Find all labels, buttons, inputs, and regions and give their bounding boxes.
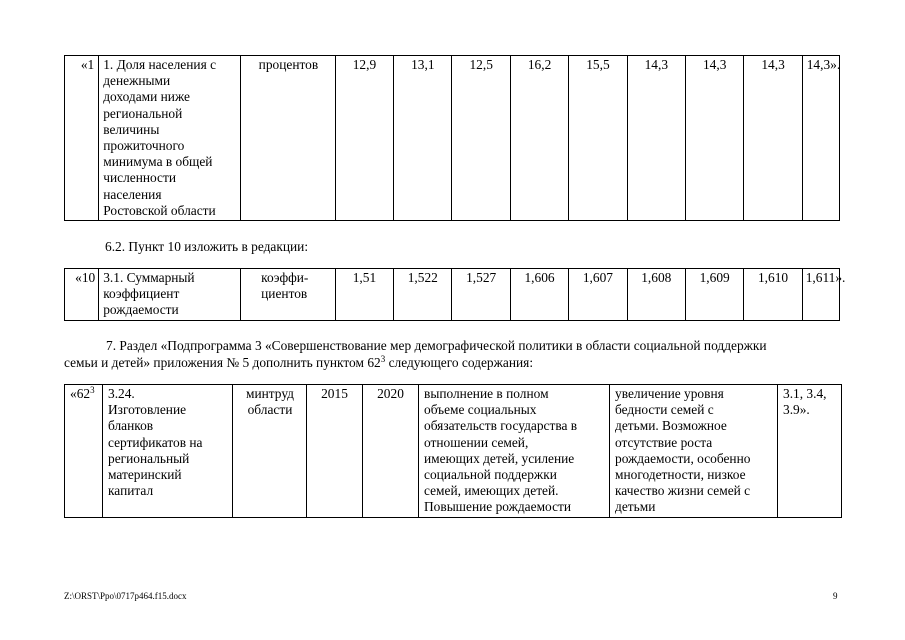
- indicator-unit: процентов: [241, 56, 336, 221]
- indicator-table-1: [64, 55, 840, 221]
- value-cell: 1,611».: [802, 269, 839, 321]
- consequences: увеличение уровня бедности семей с детьми. Возможное отсутствие роста рождаемости, особенно многодетности, низкое качество жизни семей с детьми: [610, 385, 778, 518]
- value-cell: 1,606: [510, 269, 568, 321]
- year-start: 2015: [307, 385, 363, 518]
- table-row: [65, 56, 840, 221]
- value-cell: 1,607: [569, 269, 627, 321]
- row-mark: «10: [65, 269, 99, 321]
- table-row: [65, 269, 840, 321]
- value-cell: 16,2: [510, 56, 568, 221]
- value-cell: 12,9: [335, 56, 393, 221]
- paragraph-6-2: 6.2. Пункт 10 изложить в редакции:: [105, 239, 309, 254]
- value-cell: 1,610: [744, 269, 802, 321]
- table-row: [65, 385, 842, 518]
- paragraph-7-line-2: [64, 354, 533, 371]
- value-cell: 1,51: [335, 269, 393, 321]
- indicator-name: 1. Доля населения с денежными доходами ниже региональной величины прожиточного минимума в общей численности населения Ростовской области: [99, 56, 241, 221]
- paragraph-text: семьи и детей» приложения № 5 дополнить пунктом 62: [64, 355, 381, 370]
- measure-table: [64, 384, 842, 518]
- footer-page-number: 9: [833, 591, 838, 601]
- value-cell: 14,3: [627, 56, 685, 221]
- value-cell: 1,608: [627, 269, 685, 321]
- indicator-name: 3.1. Суммарный коэффициент рождаемости: [99, 269, 241, 321]
- value-cell: 14,3».: [802, 56, 839, 221]
- executor: минтруд области: [233, 385, 307, 518]
- value-cell: 1,527: [452, 269, 510, 321]
- footer-file-path: Z:\ORST\Ppo\0717p464.f15.docx: [64, 591, 187, 601]
- value-cell: 12,5: [452, 56, 510, 221]
- value-cell: 1,522: [394, 269, 452, 321]
- row-mark: [65, 385, 103, 518]
- value-cell: 1,609: [685, 269, 743, 321]
- expected-result: выполнение в полном объеме социальных обязательств государства в отношении семей, имеющих детей, усиление социальной поддержки семей, имеющих детей. Повышение рождаемости: [419, 385, 610, 518]
- row-mark: «1: [65, 56, 99, 221]
- value-cell: 13,1: [394, 56, 452, 221]
- indicator-table-2: [64, 268, 846, 321]
- paragraph-7-line-1: 7. Раздел «Подпрограмма 3 «Совершенствование мер демографической политики в области социальной поддержки: [106, 338, 767, 353]
- year-end: 2020: [363, 385, 419, 518]
- value-cell: 14,3: [685, 56, 743, 221]
- measure-name: 3.24. Изготовление бланков сертификатов на региональный материнский капитал: [103, 385, 233, 518]
- superscript: 3: [90, 385, 95, 395]
- value-cell: 15,5: [569, 56, 627, 221]
- linked-indicators: 3.1, 3.4, 3.9».: [778, 385, 842, 518]
- row-mark-text: «62: [70, 386, 91, 401]
- paragraph-text: следующего содержания:: [385, 355, 534, 370]
- indicator-unit: коэффи- циентов: [241, 269, 336, 321]
- value-cell: 14,3: [744, 56, 802, 221]
- superscript: 3: [380, 354, 386, 364]
